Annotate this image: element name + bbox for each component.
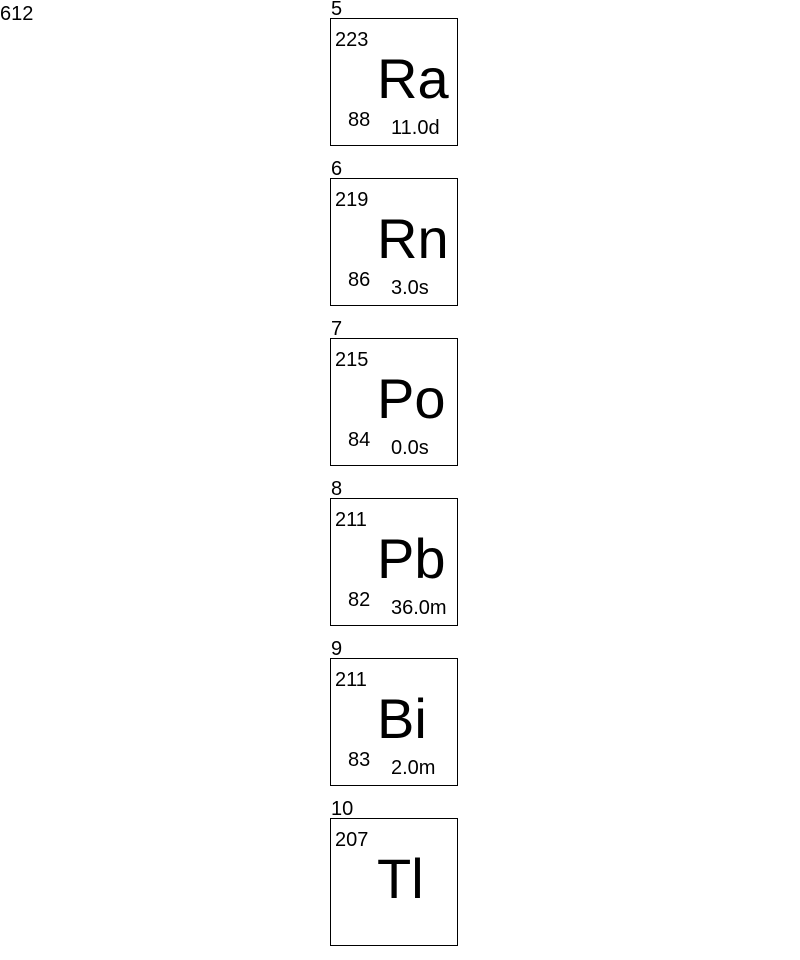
atomic-number: 83 [348, 749, 371, 771]
half-life: 2.0m [391, 757, 436, 779]
atomic-number: 88 [348, 109, 371, 131]
decay-step [330, 0, 470, 160]
element-symbol: Rn [377, 207, 449, 270]
decay-step [330, 160, 470, 320]
half-life: 0.0s [391, 437, 429, 459]
element-tile [330, 338, 458, 466]
step-index: 8 [331, 478, 343, 500]
decay-step [330, 480, 470, 640]
step-index: 5 [331, 0, 343, 20]
decay-step [330, 320, 470, 480]
element-symbol: Ra [377, 47, 449, 110]
element-symbol: Pb [377, 527, 446, 590]
mass-number: 219 [335, 189, 369, 211]
step-index: 6 [331, 158, 343, 180]
element-tile [330, 818, 458, 946]
decay-step [330, 800, 470, 960]
element-symbol: Po [377, 367, 446, 430]
counter-value: 612 [0, 3, 34, 25]
step-index: 10 [331, 798, 354, 820]
element-tile [330, 178, 458, 306]
element-tile [330, 18, 458, 146]
decay-chain [330, 0, 470, 960]
element-symbol: Bi [377, 687, 427, 750]
mass-number: 215 [335, 349, 369, 371]
step-index: 9 [331, 638, 343, 660]
mass-number: 211 [335, 669, 367, 691]
atomic-number: 82 [348, 589, 371, 611]
mass-number: 211 [335, 509, 367, 531]
mass-number: 207 [335, 829, 369, 851]
half-life: 3.0s [391, 277, 429, 299]
element-tile [330, 658, 458, 786]
half-life: 11.0d [391, 117, 440, 139]
element-symbol: Tl [377, 847, 424, 910]
decay-step [330, 640, 470, 800]
step-index: 7 [331, 318, 343, 340]
half-life: 36.0m [391, 597, 447, 619]
element-tile [330, 498, 458, 626]
mass-number: 223 [335, 29, 369, 51]
atomic-number: 84 [348, 429, 371, 451]
atomic-number: 86 [348, 269, 371, 291]
